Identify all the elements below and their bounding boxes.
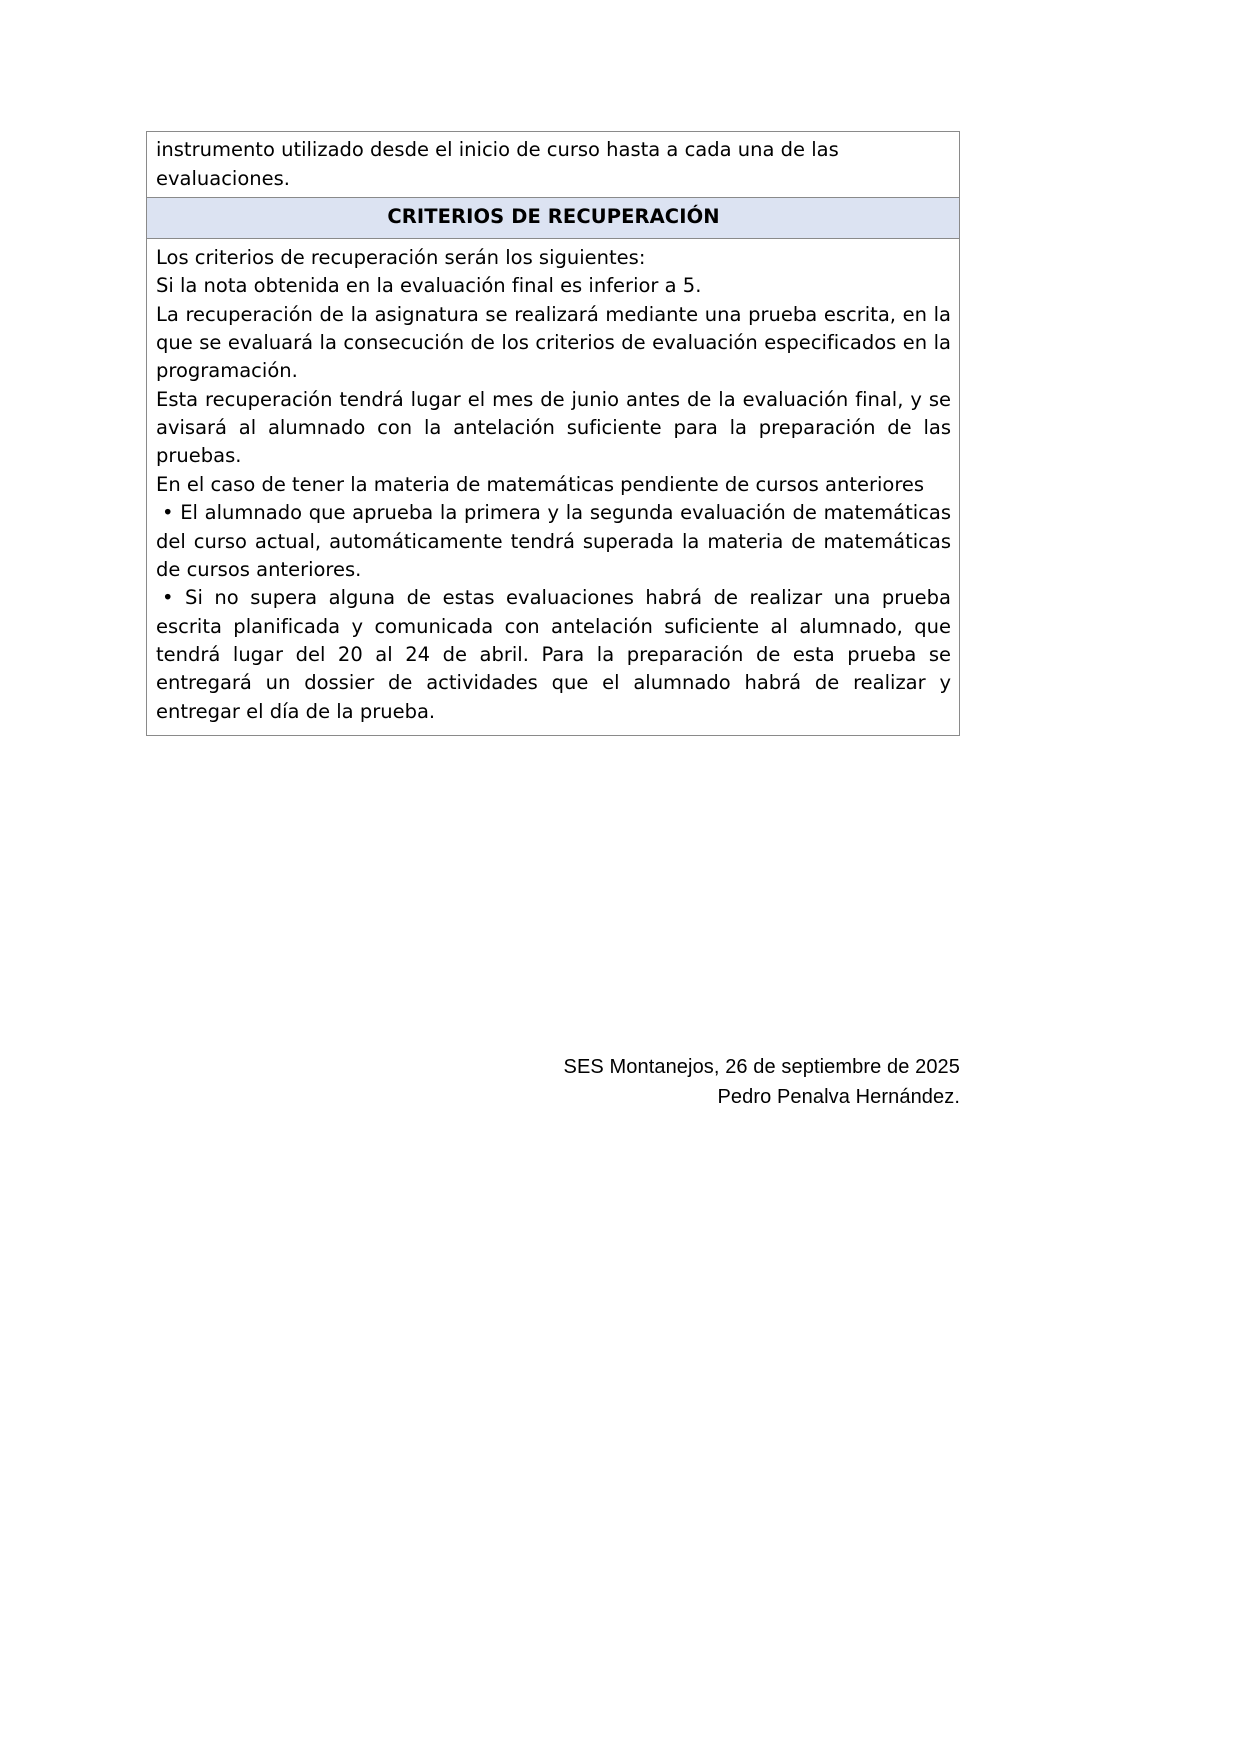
table-row-body (147, 239, 959, 735)
bullet-item-aprobado: • El alumnado que aprueba la primera y la segunda evaluación de matemáticas del curso actual, automáticamente tendrá superada la materia de matemáticas de cursos anteriores. (156, 501, 951, 581)
intro-text: instrumento utilizado desde el inicio de curso hasta a cada una de las evaluaciones. (156, 138, 839, 190)
signature-place-date: SES Montanejos, 26 de septiembre de 2025 (563, 1056, 960, 1078)
paragraph-prueba-escrita: La recuperación de la asignatura se realizará mediante una prueba escrita, en la que se evaluará la consecución de los criterios de evaluación especificados en la programación. (156, 302, 951, 383)
paragraph-fecha-junio: Esta recuperación tendrá lugar el mes de junio antes de la evaluación final, y se avisará al alumnado con la antelación suficiente para la preparación de las pruebas. (156, 387, 951, 468)
criteria-table (146, 131, 960, 736)
signature-author: Pedro Penalva Hernández. (717, 1086, 960, 1108)
bullet-item-no-supera: • Si no supera alguna de estas evaluaciones habrá de realizar una prueba escrita planificada y comunicada con antelación suficiente al alumnado, que tendrá lugar del 20 al 24 de abril. Para la preparación de esta prueba se entregará un dossier de actividades que el alumnado habrá de realizar y entregar el día de la prueba. (156, 586, 951, 723)
section-title: CRITERIOS DE RECUPERACIÓN (387, 205, 720, 229)
table-row-header (147, 198, 959, 239)
paragraph-intro: Los criterios de recuperación serán los siguientes: (156, 245, 646, 269)
paragraph-pendientes: En el caso de tener la materia de matemáticas pendiente de cursos anteriores (156, 472, 925, 496)
table-row-intro (147, 132, 959, 198)
paragraph-nota-minima: Si la nota obtenida en la evaluación final es inferior a 5. (156, 274, 702, 298)
signature-block (146, 1052, 960, 1112)
criteria-content (147, 239, 959, 735)
